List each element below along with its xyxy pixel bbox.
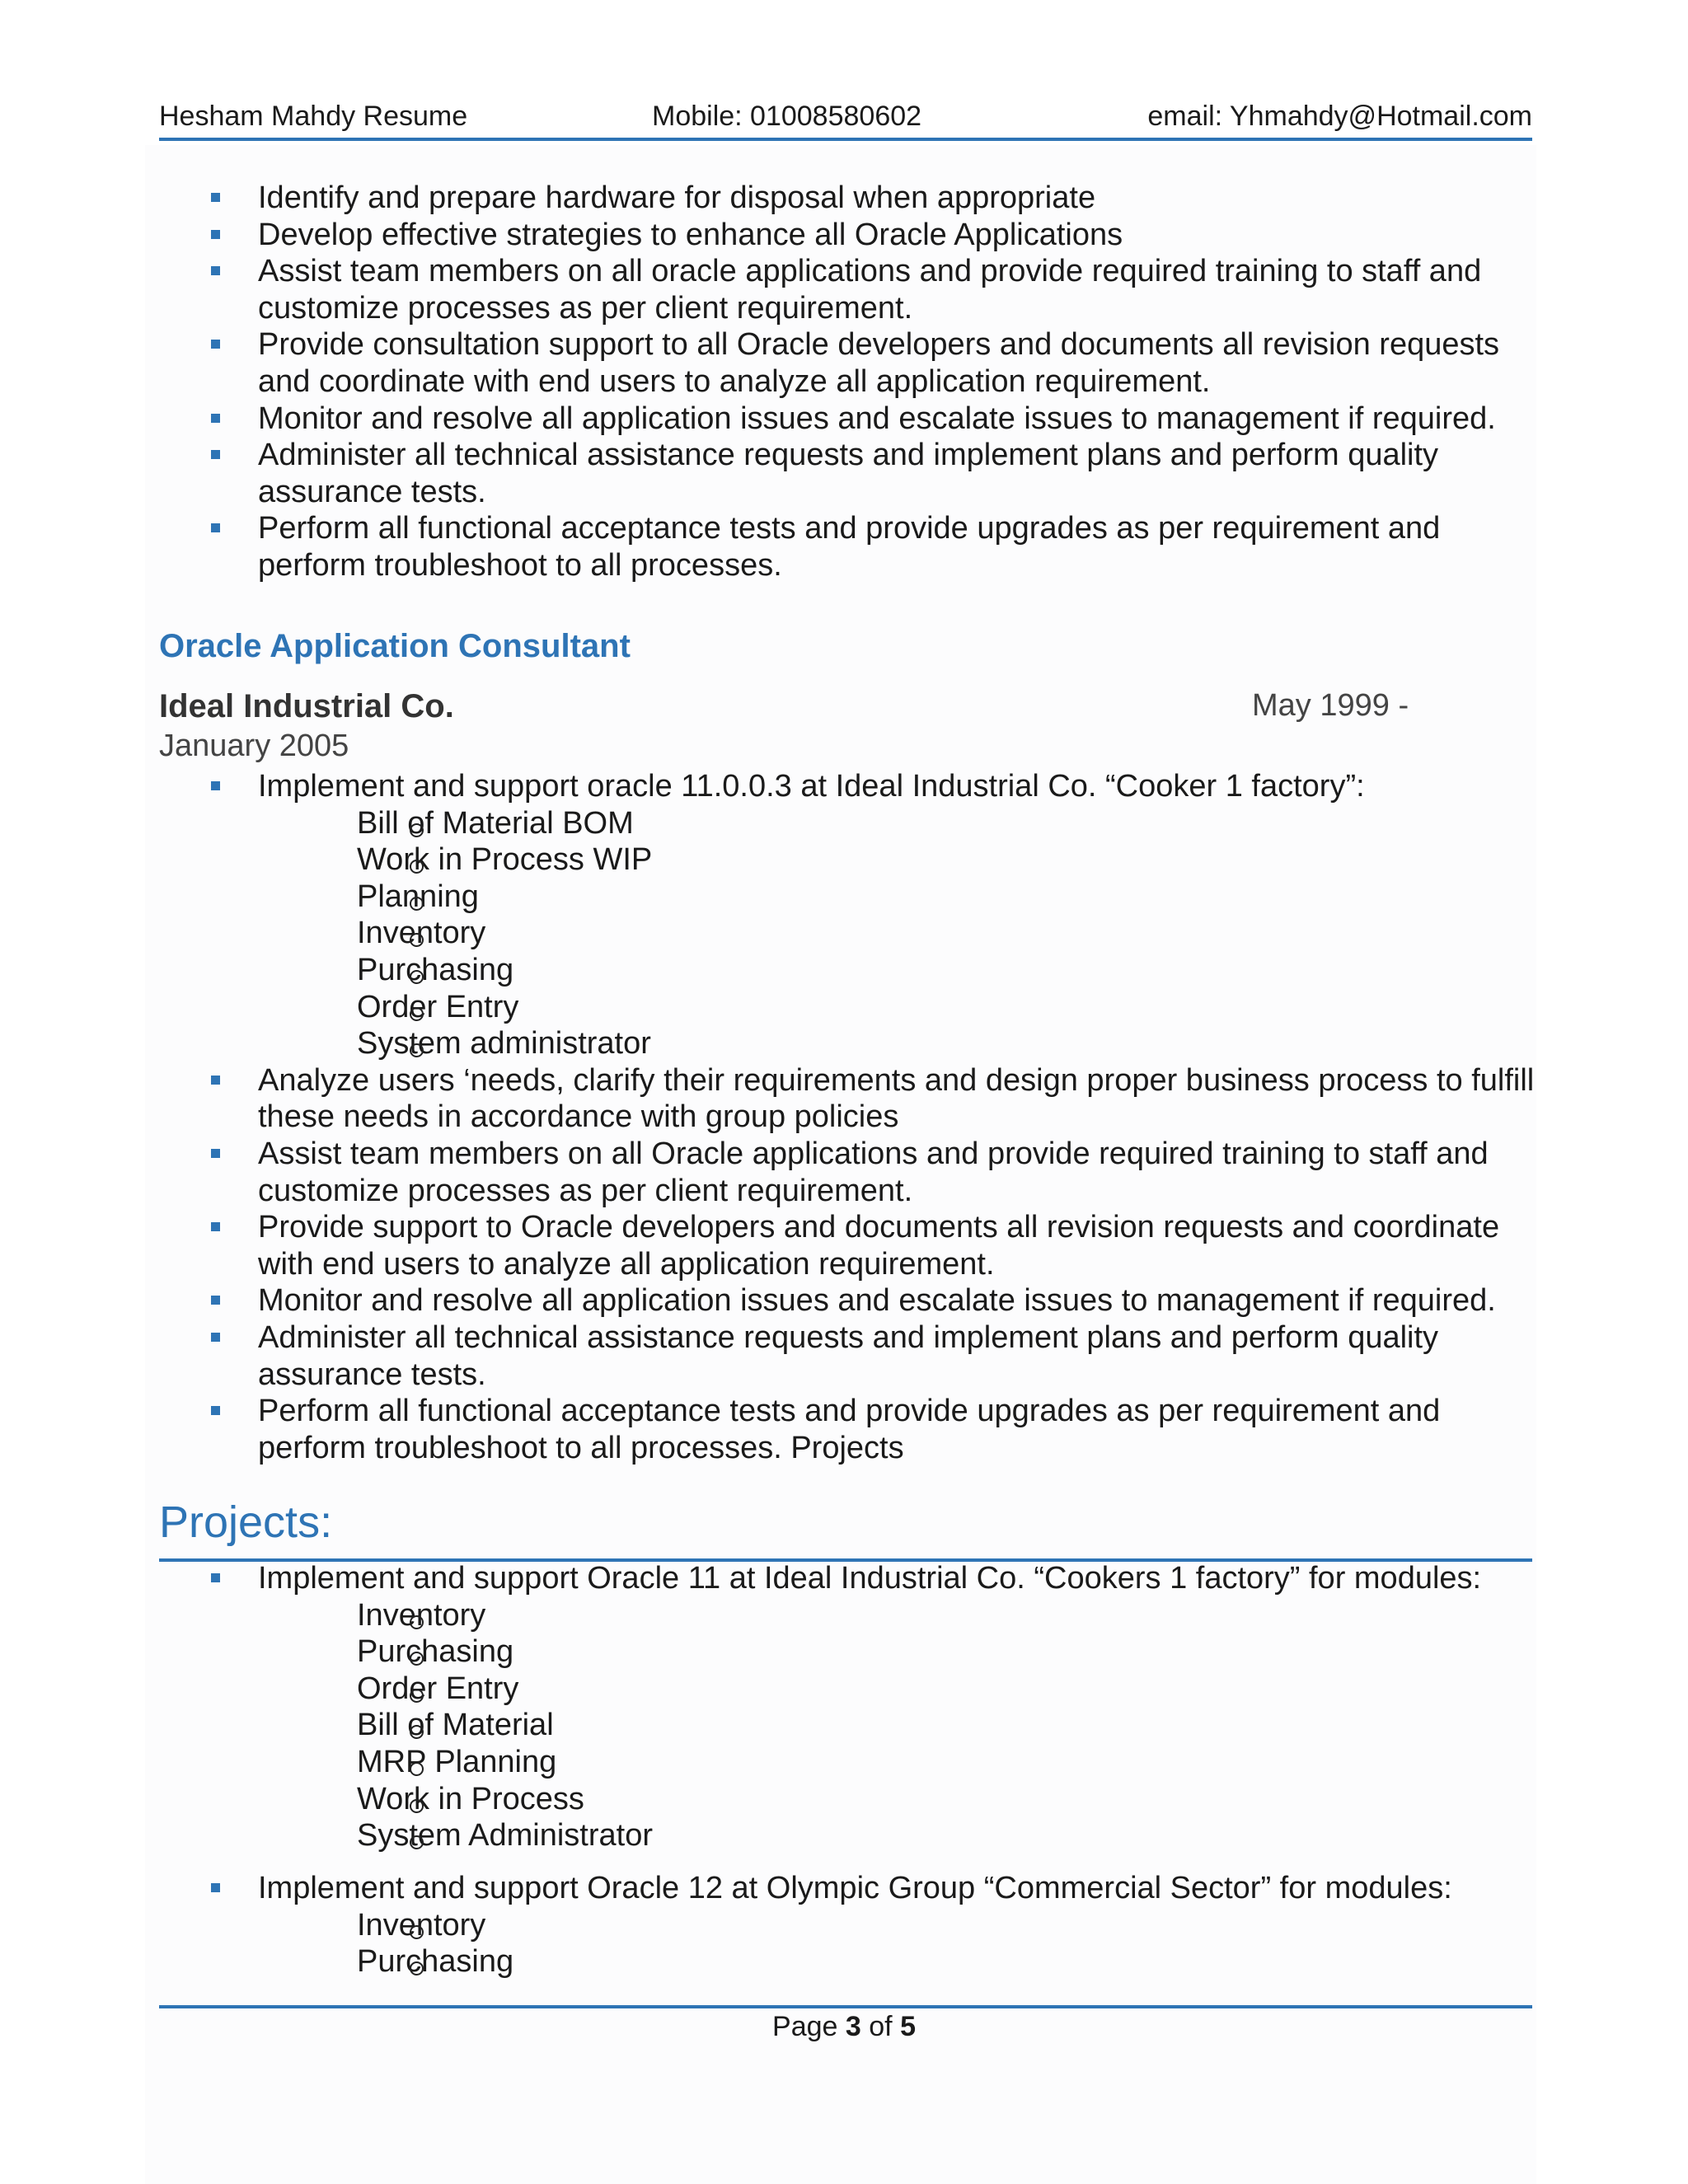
- square-bullet-icon: [211, 230, 220, 239]
- job-modules: [159, 805, 1536, 1062]
- of-label: of: [869, 2011, 893, 2042]
- page-footer: [0, 2011, 1688, 2043]
- module-text: Inventory: [357, 1597, 486, 1633]
- page-label: Page: [772, 2011, 838, 2042]
- list-item-text: Assist team members on all oracle applications and provide required training to staff and customize processes as per client requirement.: [258, 254, 1482, 326]
- page-total: 5: [900, 2011, 916, 2042]
- project-text: Implement and support Oracle 11 at Ideal Industrial Co. “Cookers 1 factory” for modules:: [258, 1561, 1482, 1596]
- module-item: [258, 989, 1536, 1026]
- module-item: [258, 1633, 1536, 1671]
- circle-bullet-icon: [410, 1925, 424, 1939]
- module-text: System administrator: [357, 1026, 651, 1062]
- module-item: [258, 1597, 1536, 1634]
- module-text: Bill of Material: [357, 1708, 554, 1743]
- list-item-text: Perform all functional acceptance tests and provide upgrades as per requirement and perform troubleshoot to all processes. Projects: [258, 1394, 1441, 1465]
- module-text: Order Entry: [357, 1671, 519, 1706]
- module-item: [258, 1707, 1536, 1744]
- circle-bullet-icon: [410, 970, 424, 984]
- module-item: [258, 1817, 1536, 1854]
- module-item: [258, 1907, 1536, 1944]
- list-item-text: Monitor and resolve all application issues and escalate issues to management if required.: [258, 401, 1496, 436]
- module-text: Purchasing: [357, 1634, 514, 1670]
- module-text: Order Entry: [357, 989, 519, 1024]
- square-bullet-icon: [211, 1222, 220, 1231]
- circle-bullet-icon: [410, 1689, 424, 1703]
- header-divider: [159, 138, 1532, 141]
- list-item-text: Administer all technical assistance requests and implement plans and perform quality assurance tests.: [258, 1319, 1439, 1392]
- top-bullets: [159, 180, 1536, 584]
- projects-title: Projects:: [159, 1497, 333, 1547]
- list-item: [159, 1136, 1536, 1209]
- square-bullet-icon: [211, 1076, 220, 1085]
- job-date-end: January 2005: [159, 729, 349, 763]
- circle-bullet-icon: [410, 823, 424, 837]
- module-item: [258, 1671, 1536, 1708]
- square-bullet-icon: [211, 340, 220, 349]
- list-item-text: Assist team members on all Oracle applications and provide required training to staff and customize processes as per client requirement.: [258, 1136, 1489, 1208]
- list-item: [159, 510, 1536, 583]
- module-item: [258, 805, 1536, 842]
- square-bullet-icon: [211, 414, 220, 423]
- module-text: Work in Process WIP: [357, 842, 653, 878]
- module-item: [258, 1781, 1536, 1818]
- circle-bullet-icon: [410, 1615, 424, 1629]
- square-bullet-icon: [211, 450, 220, 459]
- list-item-text: Implement and support oracle 11.0.0.3 at Ideal Industrial Co. “Cooker 1 factory”:: [258, 769, 1365, 804]
- project-item: [159, 1870, 1536, 1907]
- projects-list-1: [159, 1560, 1536, 1854]
- module-text: MRP Planning: [357, 1744, 557, 1779]
- list-item: [159, 326, 1536, 400]
- circle-bullet-icon: [410, 1762, 424, 1776]
- job-title: Oracle Application Consultant: [159, 628, 631, 664]
- list-item-text: Administer all technical assistance requests and implement plans and perform quality assurance tests.: [258, 438, 1439, 509]
- header-email: email: Yhmahdy@Hotmail.com: [1147, 101, 1532, 132]
- module-item: [258, 1744, 1536, 1781]
- list-item: [159, 1282, 1536, 1319]
- square-bullet-icon: [211, 1573, 220, 1582]
- list-item-text: Provide consultation support to all Oracle developers and documents all revision requests and coordinate with end users to analyze all application requirement.: [258, 327, 1500, 399]
- list-item-text: Perform all functional acceptance tests and provide upgrades as per requirement and perform troubleshoot to all processes.: [258, 511, 1441, 583]
- header-name: Hesham Mahdy Resume: [159, 101, 468, 132]
- square-bullet-icon: [211, 266, 220, 275]
- list-item: [159, 1209, 1536, 1282]
- square-bullet-icon: [211, 1296, 220, 1305]
- module-text: Purchasing: [357, 952, 514, 987]
- square-bullet-icon: [211, 193, 220, 202]
- square-bullet-icon: [211, 781, 220, 790]
- module-item: [258, 879, 1536, 916]
- module-text: Purchasing: [357, 1944, 514, 1980]
- list-item: [159, 1393, 1536, 1466]
- list-item: [159, 1062, 1536, 1136]
- square-bullet-icon: [211, 1883, 220, 1892]
- circle-bullet-icon: [410, 1007, 424, 1021]
- module-item: [258, 952, 1536, 989]
- module-text: Planning: [357, 879, 479, 914]
- list-item-text: Develop effective strategies to enhance all Oracle Applications: [258, 217, 1123, 252]
- list-item: [159, 180, 1536, 217]
- list-item: [159, 768, 1536, 805]
- list-item: [159, 253, 1536, 326]
- project-modules: [159, 1907, 1536, 1980]
- company-name: Ideal Industrial Co.: [159, 688, 454, 724]
- project-modules: [159, 1597, 1536, 1854]
- module-item: [258, 1943, 1536, 1980]
- module-text: Bill of Material BOM: [357, 805, 634, 841]
- list-item-text: Monitor and resolve all application issues and escalate issues to management if required.: [258, 1283, 1496, 1319]
- module-text: Work in Process: [357, 1781, 584, 1816]
- list-item: [159, 217, 1536, 254]
- module-text: Inventory: [357, 1907, 486, 1943]
- circle-bullet-icon: [410, 897, 424, 911]
- module-item: [258, 841, 1536, 879]
- project-item: [159, 1560, 1536, 1597]
- list-item: [159, 437, 1536, 510]
- list-item-text: Identify and prepare hardware for disposal when appropriate: [258, 180, 1096, 215]
- square-bullet-icon: [211, 1149, 220, 1158]
- job-date-start: May 1999 -: [1252, 688, 1409, 723]
- page-header: [159, 97, 1532, 137]
- projects-list-2: [159, 1870, 1536, 1980]
- list-item-text: Provide support to Oracle developers and documents all revision requests and coordinate with end users to analyze all application requirement.: [258, 1210, 1500, 1282]
- square-bullet-icon: [211, 1406, 220, 1415]
- list-item: [159, 401, 1536, 438]
- circle-bullet-icon: [410, 1799, 424, 1813]
- module-item: [258, 915, 1536, 952]
- square-bullet-icon: [211, 523, 220, 532]
- header-mobile: Mobile: 01008580602: [652, 101, 922, 132]
- list-item: [159, 1319, 1536, 1393]
- module-text: Inventory: [357, 916, 486, 951]
- square-bullet-icon: [211, 1333, 220, 1342]
- page-current: 3: [845, 2011, 861, 2042]
- job-bullets: [159, 768, 1536, 1466]
- project-text: Implement and support Oracle 12 at Olympic Group “Commercial Sector” for modules:: [258, 1871, 1452, 1905]
- footer-divider: [159, 2005, 1532, 2008]
- module-item: [258, 1025, 1536, 1062]
- module-text: System Administrator: [357, 1818, 653, 1854]
- list-item-text: Analyze users ‘needs, clarify their requirements and design proper business process to fulfill these needs in accordance with group policies: [258, 1062, 1535, 1135]
